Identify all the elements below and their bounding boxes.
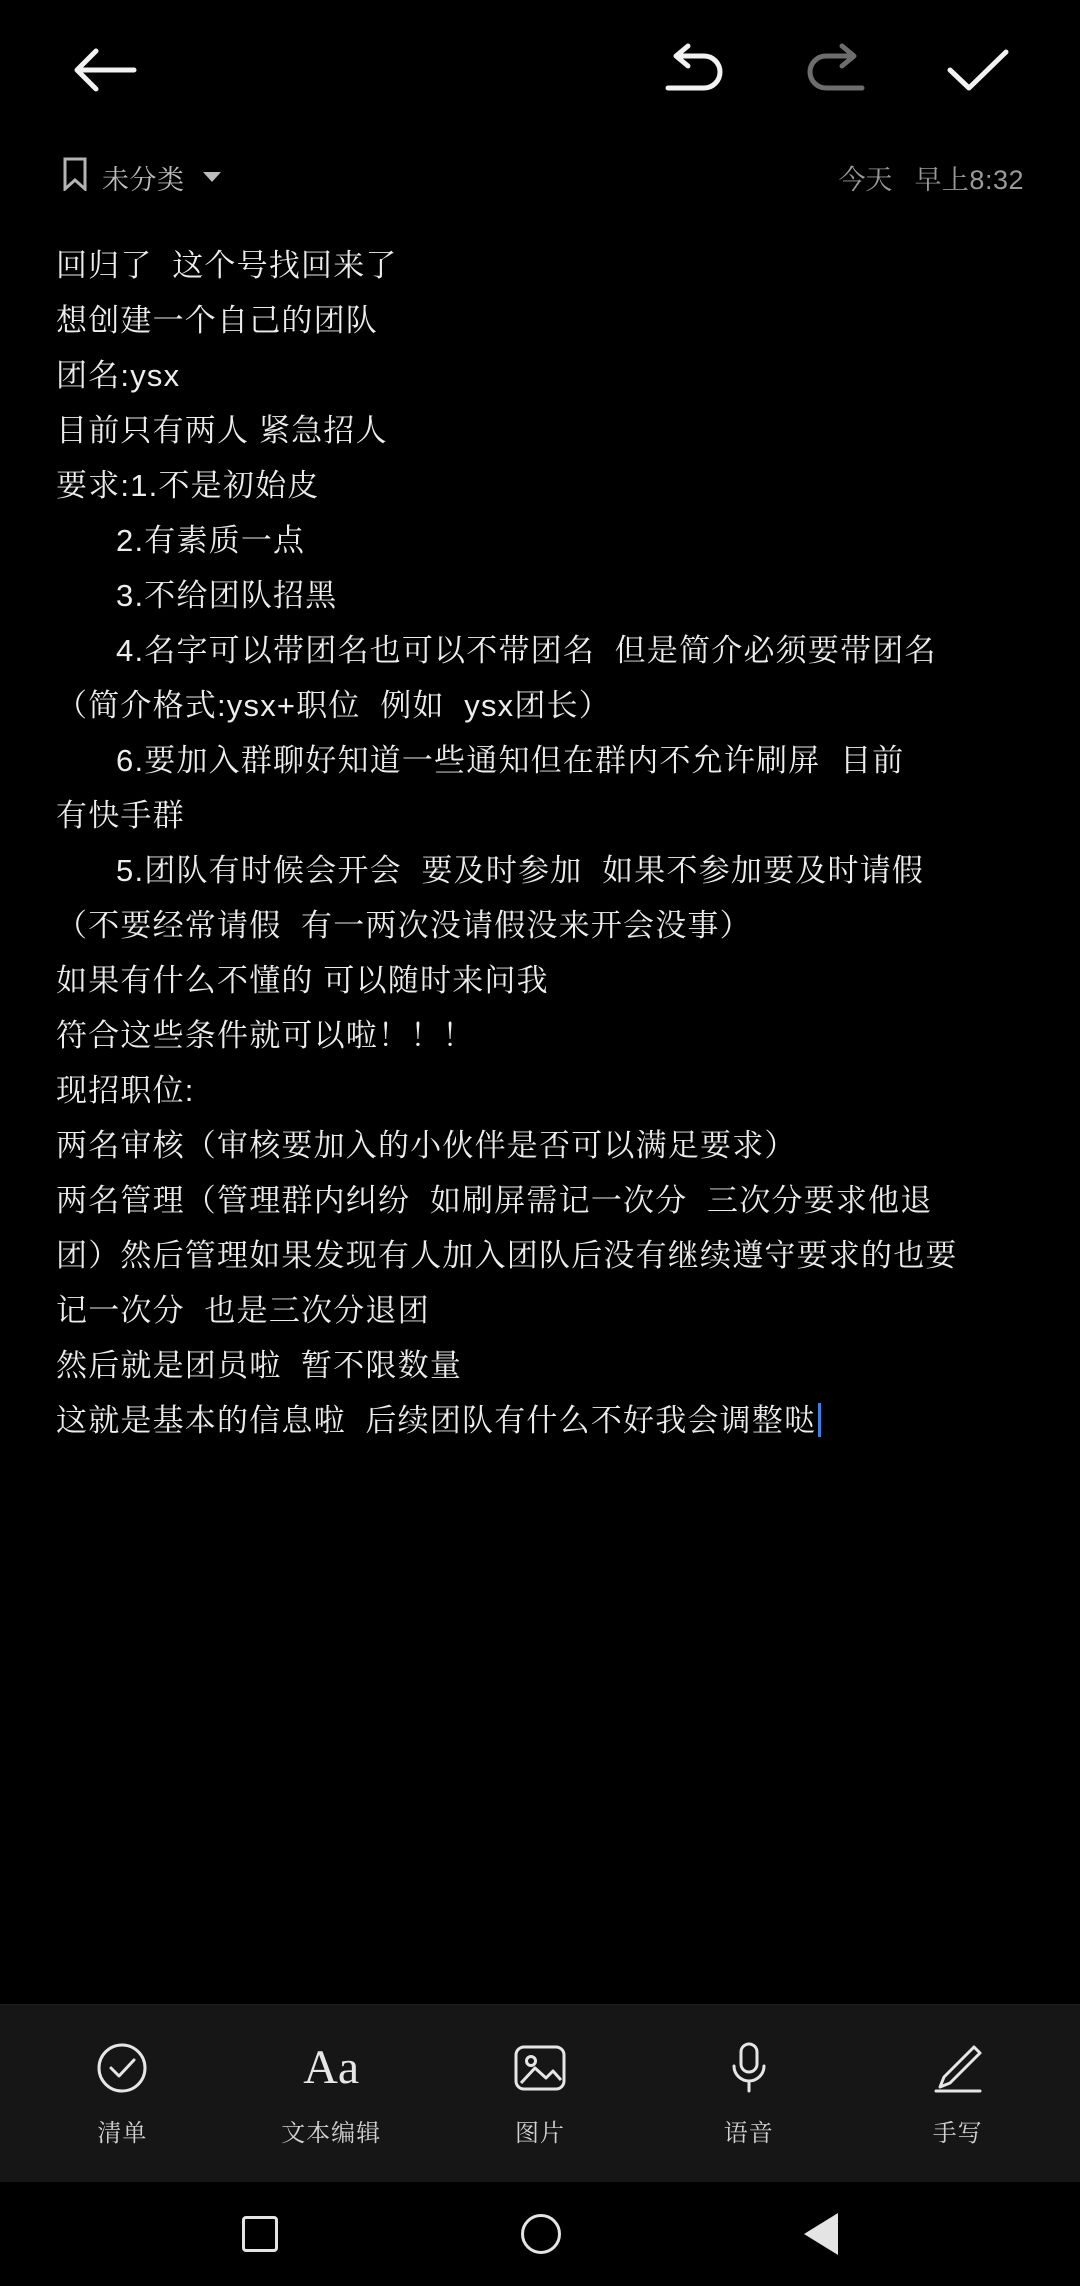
- note-line: 要求:1.不是初始皮: [56, 468, 320, 503]
- note-line: 记一次分 也是三次分退团: [56, 1293, 430, 1328]
- note-line: 现招职位:: [56, 1073, 195, 1108]
- handwriting-icon: [930, 2039, 986, 2097]
- back-arrow-icon[interactable]: [56, 22, 152, 118]
- note-line: 想创建一个自己的团队: [56, 303, 378, 338]
- recents-square-icon[interactable]: [242, 2216, 278, 2252]
- note-line: 两名审核（审核要加入的小伙伴是否可以满足要求）: [56, 1128, 797, 1163]
- note-line: 团）然后管理如果发现有人加入团队后没有继续遵守要求的也要: [56, 1238, 958, 1273]
- toolbar-label-handwriting: 手写: [932, 2120, 983, 2147]
- bookmark-icon: [62, 157, 88, 198]
- image-icon: [512, 2039, 568, 2097]
- time-label: 早上8:32: [914, 164, 1024, 195]
- note-line: 2.有素质一点: [116, 523, 306, 558]
- system-navigation-bar: [0, 2182, 1080, 2286]
- text-cursor: [818, 1403, 821, 1437]
- note-line: 团名:ysx: [56, 358, 181, 393]
- note-meta-row: [0, 140, 1080, 214]
- editor-toolbar: [0, 2004, 1080, 2182]
- category-label: 未分类: [102, 164, 185, 195]
- text-format-icon: Aa: [303, 2041, 360, 2094]
- microphone-icon: [726, 2039, 772, 2097]
- done-check-icon[interactable]: [930, 22, 1026, 118]
- note-line: 回归了 这个号找回来了: [56, 248, 398, 283]
- note-line: 6.要加入群聊好知道一些通知但在群内不允许刷屏 目前: [116, 743, 905, 778]
- note-content[interactable]: [0, 214, 1080, 2004]
- note-line: 3.不给团队招黑: [116, 578, 338, 613]
- note-line: 如果有什么不懂的 可以随时来问我: [56, 963, 549, 998]
- toolbar-label-voice: 语音: [723, 2120, 774, 2147]
- back-triangle-icon[interactable]: [804, 2213, 838, 2255]
- redo-icon[interactable]: [788, 22, 884, 118]
- note-line: 两名管理（管理群内纠纷 如刷屏需记一次分 三次分要求他退: [56, 1183, 933, 1218]
- toolbar-item-voice[interactable]: [664, 2039, 834, 2148]
- undo-icon[interactable]: [646, 22, 742, 118]
- toolbar-item-image[interactable]: [455, 2039, 625, 2148]
- toolbar-label-text-format: 文本编辑: [281, 2120, 382, 2147]
- home-circle-icon[interactable]: [521, 2214, 561, 2254]
- note-line: 这就是基本的信息啦 后续团队有什么不好我会调整哒: [56, 1393, 1032, 1448]
- toolbar-item-text-format[interactable]: [246, 2039, 416, 2148]
- top-toolbar: [0, 0, 1080, 140]
- note-line: 5.团队有时候会开会 要及时参加 如果不参加要及时请假: [116, 853, 925, 888]
- note-line: 目前只有两人 紧急招人: [56, 413, 388, 448]
- date-label: 今天: [838, 164, 893, 195]
- toolbar-item-handwriting[interactable]: [873, 2039, 1043, 2148]
- note-line: 有快手群: [56, 798, 185, 833]
- checklist-icon: [94, 2039, 150, 2097]
- note-line: （简介格式:ysx+职位 例如 ysx团长）: [56, 688, 611, 723]
- note-line: 符合这些条件就可以啦！！！: [56, 1018, 475, 1053]
- chevron-down-icon: [203, 172, 221, 182]
- category-selector[interactable]: [62, 157, 221, 198]
- toolbar-item-checklist[interactable]: [37, 2039, 207, 2148]
- note-line: 4.名字可以带团名也可以不带团名 但是简介必须要带团名: [116, 633, 937, 668]
- timestamp: [838, 158, 1024, 197]
- toolbar-label-image: 图片: [514, 2120, 565, 2147]
- note-line: 然后就是团员啦 暂不限数量: [56, 1348, 463, 1383]
- note-line: （不要经常请假 有一两次没请假没来开会没事）: [56, 908, 752, 943]
- toolbar-label-checklist: 清单: [97, 2120, 148, 2147]
